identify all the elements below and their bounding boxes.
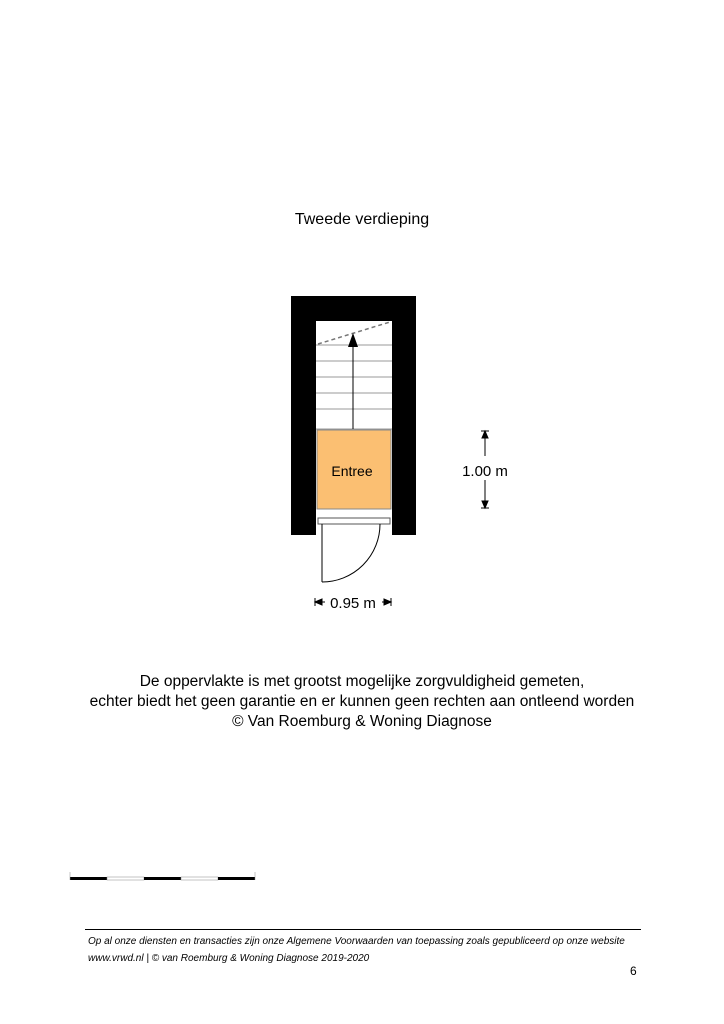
footer [88, 933, 625, 967]
height-dimension-label: 1.00 m [462, 463, 508, 480]
disclaimer-line-3: © Van Roemburg & Woning Diagnose [232, 713, 492, 730]
footer-copyright: www.vrwd.nl | © van Roemburg & Woning Diagnose 2019-2020 [88, 953, 370, 964]
room-label: Entree [331, 463, 373, 479]
disclaimer-line-1: De oppervlakte is met grootst mogelijke zorgvuldigheid gemeten, [139, 673, 585, 690]
footer-divider [85, 929, 641, 930]
footer-terms: Op al onze diensten en transacties zijn onze Algemene Voorwaarden van toepassing zoals gepubliceerd op onze website [88, 936, 625, 947]
floor-title: Tweede verdieping [294, 211, 430, 228]
scale-bar [70, 872, 255, 880]
disclaimer-line-2: echter biedt het geen garantie en er kunnen geen rechten aan ontleend worden [89, 693, 635, 710]
page-number: 6 [630, 964, 637, 978]
width-dimension-label: 0.95 m [330, 595, 376, 612]
disclaimer [0, 672, 724, 732]
